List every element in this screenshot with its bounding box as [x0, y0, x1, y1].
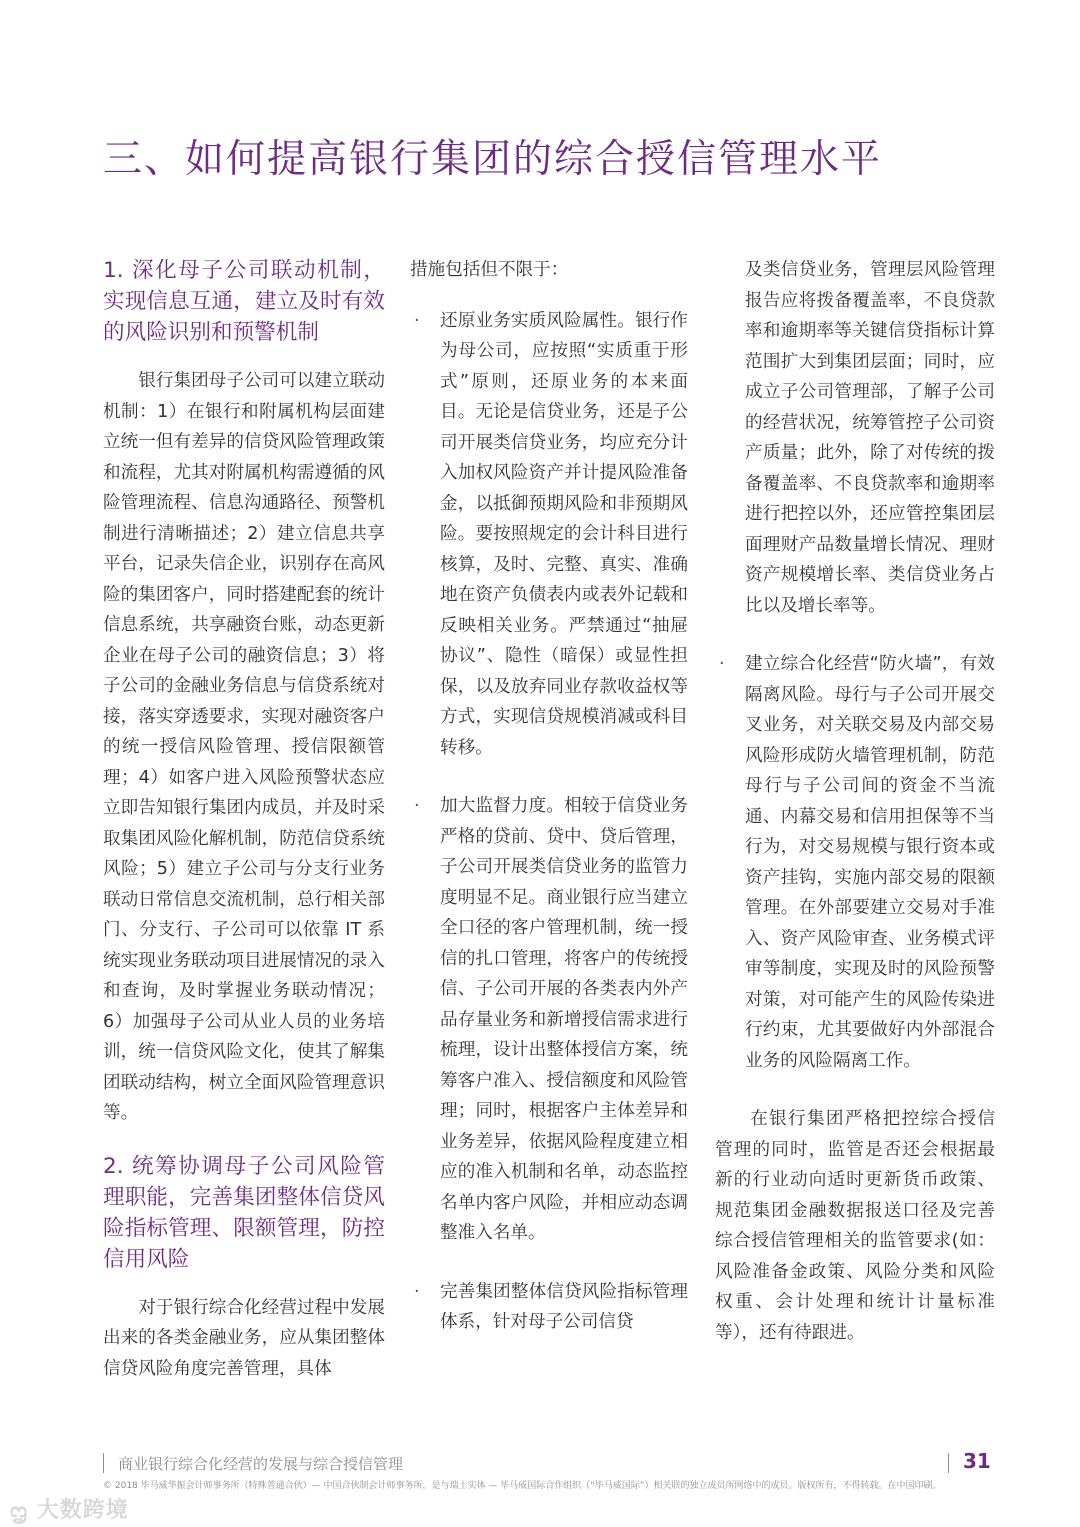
bullet-item — [410, 791, 688, 1249]
bullet-icon: · — [719, 654, 725, 674]
bullet-item — [410, 1277, 688, 1338]
bullet-icon: · — [414, 796, 420, 816]
paragraph: 对于银行综合化经营过程中发展出来的各类金融业务，应从集团整体信贷风险角度完善管理，具体 — [103, 1297, 385, 1379]
page-title: 三、如何提高银行集团的综合授信管理水平 — [103, 137, 883, 182]
bullet-text: 加大监督力度。相较于信贷业务严格的贷前、贷中、贷后管理，子公司开展类信贷业务的监管力度明显不足。商业银行应当建立全口径的客户管理机制，统一授信的扎口管理，将客户的传统授信、子公司开展的各类表内外产品存量业务和新增授信需求进行梳理，设计出整体授信方案，统筹客户准入、授信额度和风险管理；同时，根据客户主体差异和业务差异，依据风险程度建立相应的准入机制和名单，动态监控名单内客户风险，并相应动态调整准入名单。 — [440, 796, 688, 1243]
section-heading-1: 1. 深化母子公司联动机制，实现信息互通，建立及时有效的风险识别和预警机制 — [103, 258, 385, 345]
bullet-text: 还原业务实质风险属性。银行作为母公司，应按照“实质重于形式”原则，还原业务的本来面目。无论是信贷业务，还是子公司开展类信贷业务，均应充分计入加权风险资产并计提风险准备金，以抵御预期风险和非预期风险。要按照规定的会计科目进行核算，及时、完整、真实、准确地在资产负债表内或表外记载和反映相关业务。严禁通过“抽屉协议”、隐性（暗保）或显性担保，以及放弃同业存款收益权等方式，实现信贷规模消减或科目转移。 — [440, 310, 688, 758]
copyright-notice: © 2018 毕马威华振会计师事务所（特殊普通合伙）— 中国合伙制会计师事务所，是与瑞士实体 — 毕马威国际合作组织（“毕马威国际”）相关联的独立成员所网络中的成员。版权所有，不得转载。在中国印刷。 — [103, 1481, 942, 1491]
column-2 — [410, 255, 688, 1338]
bullet-icon: · — [414, 1281, 420, 1302]
footer-divider — [948, 1453, 949, 1473]
bullet-item — [715, 649, 995, 1076]
paragraph: 在银行集团严格把控综合授信管理的同时，监管是否还会根据最新的行业动向适时更新货币政策、规范集团金融数据报送口径及完善综合授信管理相关的监管要求(如：风险准备金政策、风险分类和风险权重、会计处理和统计计量标准等），还有待跟进。 — [715, 1109, 995, 1343]
footer-document-title: 商业银行综合化经营的发展与综合授信管理 — [118, 1455, 404, 1473]
bullet-text: 完善集团整体信贷风险指标管理体系，针对母子公司信贷 — [440, 1281, 688, 1332]
footer-divider — [103, 1453, 104, 1473]
page-number: 31 — [963, 1449, 991, 1473]
bullet-item — [410, 306, 688, 764]
bullet-continuation: 及类信贷业务，管理层风险管理报告应将拨备覆盖率，不良贷款率和逾期率等关键信贷指标计算范围扩大到集团层面；同时，应成立子公司管理部，了解子公司的经营状况，统筹管控子公司资产质量；此外，除了对传统的拨备覆盖率、不良贷款率和逾期率进行把控以外，还应管控集团层面理财产品数量增长情况、理财资产规模增长率、类信贷业务占比以及增长率等。 — [745, 260, 995, 616]
bullet-text: 建立综合化经营“防火墙”，有效隔离风险。母行与子公司开展交叉业务，对关联交易及内部交易风险形成防火墙管理机制，防范母行与子公司间的资金不当流通、内幕交易和信用担保等不当行为，对交易规模与银行资本或资产挂钩，实施内部交易的限额管理。在外部要建立交易对手准入、资产风险审查、业务模式评审等制度，实现及时的风险预警对策，对可能产生的风险传染进行约束，尤其要做好内外部混合业务的风险隔离工作。 — [745, 654, 995, 1071]
section-heading-2: 2. 统筹协调母子公司风险管理职能，完善集团整体信贷风险指标管理、限额管理，防控信用风险 — [103, 1153, 385, 1272]
column-3 — [715, 255, 995, 1368]
paragraph: 银行集团母子公司可以建立联动机制：1）在银行和附属机构层面建立统一但有差异的信贷风险管理政策和流程，尤其对附属机构需遵循的风险管理流程、信息沟通路径、预警机制进行清晰描述；2）建立信息共享平台，记录失信企业，识别存在高风险的集团客户，同时搭建配套的统计信息系统，共享融资台账，动态更新企业在母子公司的融资信息；3）将子公司的金融业务信息与信贷系统对接，落实穿透要求，实现对融资客户的统一授信风险管理、授信限额管理；4）如客户进入风险预警状态应立即告知银行集团内成员，并及时采取集团风险化解机制，防范信贷系统风险；5）建立子公司与分支行业务联动日常信息交流机制，总行相关部门、分支行、子公司可以依靠 IT 系统实现业务联动项目进展情况的录入和查询，及时掌握业务联动情况；6）加强母子公司从业人员的业务培训，统一信贷风险文化，使其了解集团联动结构，树立全面风险管理意识等。 — [103, 371, 385, 1123]
watermark — [10, 1493, 129, 1524]
watermark-logo-icon: ᦗ — [10, 1498, 29, 1523]
watermark-text: 大数跨境 — [36, 1498, 129, 1523]
paragraph: 措施包括但不限于： — [410, 260, 569, 280]
column-1 — [103, 255, 385, 1384]
bullet-icon: · — [414, 310, 420, 331]
